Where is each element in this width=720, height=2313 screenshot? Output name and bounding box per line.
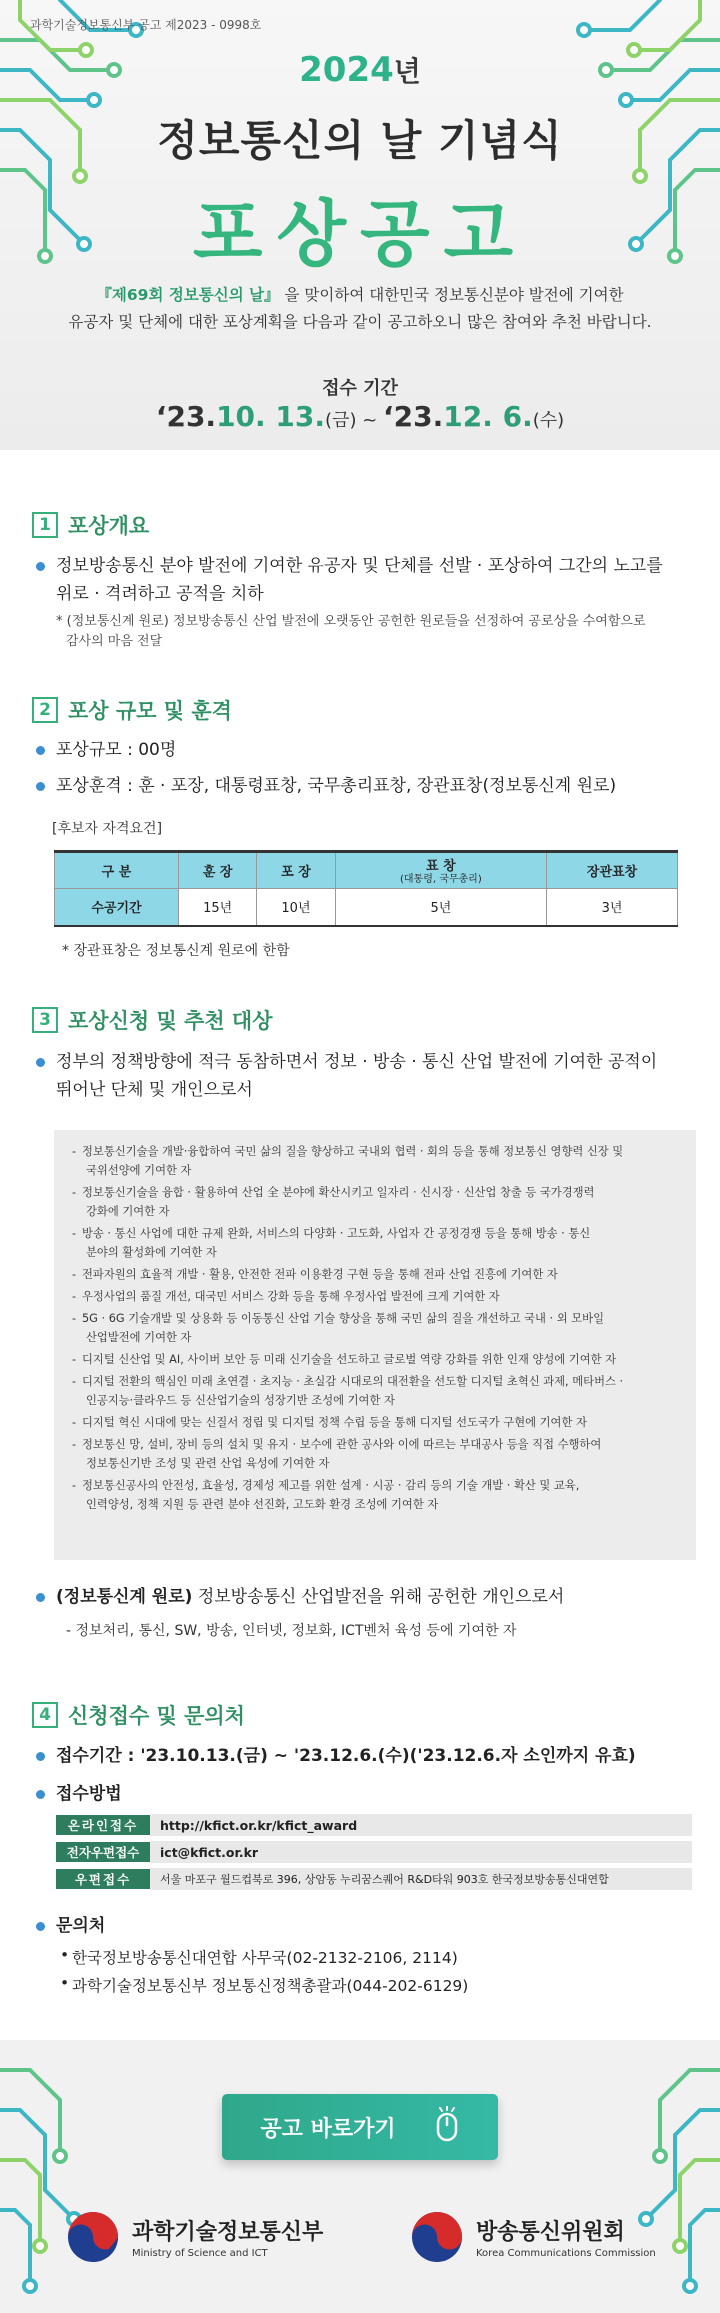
eligibility-item-line: - 정보통신 망, 설비, 장비 등의 설치 및 유지 · 보수에 관한 공사와 이에 따르는 부대공사 등을 직접 수행하여 [82, 1438, 602, 1451]
table-row [55, 889, 678, 926]
eligibility-item [72, 1413, 680, 1432]
elder-bullet [36, 1583, 564, 1611]
year: 2024 [299, 50, 394, 90]
msit-logo [66, 2210, 323, 2264]
method-tag: 우편접수 [56, 1869, 150, 1889]
period-start-year: ‘23. [155, 400, 217, 433]
section-4-title: 신청접수 및 문의처 [68, 1704, 245, 1728]
notice-link-label: 공고 바로가기 [260, 2116, 396, 2142]
table-label: [후보자 자격요건] [52, 821, 163, 837]
eligibility-item [72, 1309, 680, 1347]
table-cell: 10년 [257, 889, 335, 926]
method-tag: 전자우편접수 [56, 1842, 150, 1862]
eligibility-item-line: - 방송 · 통신 사업에 대한 규제 완화, 서비스의 다양화 · 고도화, 사업자 간 공정경쟁 등을 통해 방송 · 통신 [82, 1227, 591, 1240]
method-row-online [56, 1814, 692, 1836]
section-1-number: 1 [32, 512, 58, 538]
section-1-note-line1: * (정보통신계 원로) 정보방송통신 산업 발전에 오랫동안 공헌한 원로들을 선정하여 공로상을 수여함으로 [56, 614, 646, 629]
table-header-medal: 훈 장 [179, 852, 257, 889]
table-header-badge: 포 장 [257, 852, 335, 889]
section-3-bullet-line2: 뛰어난 단체 및 개인으로서 [56, 1080, 253, 1100]
intro-line1: 을 맞이하여 대한민국 정보통신분야 발전에 기여한 [284, 286, 624, 304]
section-1-bullet [36, 552, 663, 608]
circuit-decoration-bottom-left [0, 2040, 110, 2313]
eligibility-item-line: - 우정사업의 품질 개선, 대국민 서비스 강화 등을 통해 우정사업 발전에 크게 기여한 자 [82, 1290, 500, 1303]
section-3-bullet [36, 1048, 657, 1104]
section-1-note [56, 612, 646, 652]
kcc-name-ko: 방송통신위원회 [476, 2220, 625, 2245]
elder-text: 정보방송통신 산업발전을 위해 공헌한 개인으로서 [192, 1587, 565, 1607]
eligibility-item-line: 국위선양에 기여한 자 [86, 1164, 192, 1177]
period-label: 접수 기간 [322, 378, 398, 399]
event-title: 정보통신의 날 기념식 [157, 116, 563, 165]
period-dates [0, 400, 720, 433]
qualification-table [54, 850, 678, 927]
eligibility-item-line: 인력양성, 정책 지원 등 관련 분야 선진화, 고도화 환경 조성에 기여한 자 [86, 1498, 439, 1511]
award-grade: 포상훈격 : 훈 · 포장, 대통령표창, 국무총리표창, 장관표창(정보통신계 원로) [36, 772, 616, 800]
notice-link-button[interactable] [222, 2094, 498, 2160]
section-1-bullet-line1: 정보방송통신 분야 발전에 기여한 유공자 및 단체를 선발 · 포상하여 그간의 노고를 [56, 556, 663, 576]
period-start-date: 10. 13. [216, 400, 326, 433]
kcc-logo [410, 2210, 656, 2264]
section-2-heading [32, 695, 232, 725]
table-header-minister: 장관표창 [547, 852, 678, 889]
table-header-category: 구 분 [55, 852, 179, 889]
eligibility-item-line: - 정보통신공사의 안전성, 효율성, 경제성 제고를 위한 설계 · 시공 · 감리 등의 기술 개발 · 확산 및 교육, [82, 1479, 580, 1492]
table-cell: 3년 [547, 889, 678, 926]
eligibility-item-line: - 디지털 혁신 시대에 맞는 신질서 정립 및 디지털 정책 수립 등을 통해 디지털 선도국가 구현에 기여한 자 [82, 1416, 587, 1429]
hero-banner [0, 0, 720, 450]
eligibility-item-line: - 정보통신기술을 융합 · 활용하여 산업 全 분야에 확산시키고 일자리 · 신시장 · 신산업 창출 등 국가경쟁력 [82, 1186, 595, 1199]
section-3-bullet-line1: 정부의 정책방향에 적극 동참하면서 정보 · 방송 · 통신 산업 발전에 기여한 공적이 [56, 1052, 658, 1072]
elder-subtext: - 정보처리, 통신, SW, 방송, 인터넷, 정보화, ICT벤처 육성 등에 기여한 자 [66, 1623, 517, 1639]
intro-line2: 유공자 및 단체에 대한 포상계획을 다음과 같이 공고하오니 많은 참여와 추천 바랍니다. [68, 313, 652, 331]
section-4-heading [32, 1700, 245, 1730]
application-methods [56, 1814, 692, 1895]
notice-number: 과학기술정보통신부 공고 제2023 - 0998호 [30, 18, 262, 32]
intro-text [0, 282, 720, 336]
method-label: 접수방법 [36, 1780, 122, 1808]
elder-label: (정보통신계 원로) [56, 1587, 193, 1607]
taegeuk-icon [66, 2210, 120, 2264]
table-note: * 장관표창은 정보통신계 원로에 한함 [62, 943, 290, 959]
award-scale: 포상규모 : 00명 [36, 736, 176, 764]
contact-label: 문의처 [36, 1912, 105, 1940]
section-1-title: 포상개요 [68, 514, 150, 538]
intro-highlight: 『제69회 정보통신의 날』 [96, 286, 280, 304]
section-4-number: 4 [32, 1702, 58, 1728]
eligibility-item [72, 1183, 680, 1221]
eligibility-item [72, 1287, 680, 1306]
eligibility-item-line: - 정보통신기술을 개발·융합하여 국민 삶의 질을 향상하고 국내외 협력 · 회의 등을 통해 정보통신 영향력 신장 및 [82, 1145, 624, 1158]
kcc-name-en: Korea Communications Commission [476, 2248, 656, 2259]
eligibility-item [72, 1350, 680, 1369]
circuit-decoration-bottom-right [610, 2040, 720, 2313]
eligibility-item [72, 1435, 680, 1473]
eligibility-item [72, 1476, 680, 1514]
eligibility-item-line: 인공지능·클라우드 등 신산업기술의 성장기반 조성에 기여한 자 [86, 1394, 395, 1407]
year-heading [0, 50, 720, 90]
section-1-bullet-line2: 위로 · 격려하고 공적을 치하 [56, 584, 264, 604]
period-start-day: (금) [325, 410, 357, 431]
eligibility-item [72, 1142, 680, 1180]
section-3-heading [32, 1005, 273, 1035]
method-row-post [56, 1868, 692, 1890]
email-link[interactable]: ict@kfict.or.kr [150, 1841, 692, 1863]
period-end-date: 12. 6. [443, 400, 533, 433]
msit-name-en: Ministry of Science and ICT [132, 2248, 268, 2259]
eligibility-item-line: - 디지털 신산업 및 AI, 사이버 보안 등 미래 신기술을 선도하고 글로벌 역량 강화를 위한 인재 양성에 기여한 자 [82, 1353, 617, 1366]
eligibility-item-line: 산업발전에 기여한 자 [86, 1331, 192, 1344]
application-period: 접수기간 : '23.10.13.(금) ~ '23.12.6.(수)('23.12.6.자 소인까지 유효) [36, 1742, 636, 1770]
eligibility-item [72, 1224, 680, 1262]
postal-address: 서울 마포구 월드컵북로 396, 상암동 누리꿈스퀘어 R&D타워 903호 한국정보방송통신대연합 [150, 1868, 692, 1890]
contact-item: • 한국정보방송통신대연합 사무국(02-2132-2106, 2114) [60, 1946, 458, 1968]
table-header-commendation [335, 852, 546, 889]
section-1-heading [32, 510, 149, 540]
commendation-label: 표 창 [426, 859, 456, 874]
eligibility-item-line: 강화에 기여한 자 [86, 1205, 170, 1218]
eligibility-item [72, 1372, 680, 1410]
table-cell: 5년 [335, 889, 546, 926]
eligibility-box [54, 1130, 696, 1560]
method-tag: 온라인접수 [56, 1815, 150, 1835]
period-end-year: ‘23. [383, 400, 444, 433]
msit-name-ko: 과학기술정보통신부 [132, 2220, 324, 2245]
contact-item: • 과학기술정보통신부 정보통신정책총괄과(044-202-6129) [60, 1974, 468, 1996]
section-3-number: 3 [32, 1007, 58, 1033]
mouse-click-icon [434, 2106, 460, 2148]
period-separator: ~ [356, 410, 383, 431]
eligibility-item-line: - 5G · 6G 기술개발 및 상용화 등 이동통신 산업 기술 향상을 통해 국민 삶의 질을 개선하고 국내 · 외 모바일 [82, 1312, 604, 1325]
table-cell: 15년 [179, 889, 257, 926]
table-row-label: 수공기간 [55, 889, 179, 926]
method-row-email [56, 1841, 692, 1863]
eligibility-item [72, 1265, 680, 1284]
section-3-title: 포상신청 및 추천 대상 [68, 1009, 273, 1033]
section-1-note-line2: 감사의 마음 전달 [66, 634, 163, 649]
eligibility-item-line: - 디지털 전환의 핵심인 미래 초연결 · 초지능 · 초실감 시대로의 대전환을 선도할 디지털 초혁신 과제, 메타버스 · [82, 1375, 624, 1388]
taegeuk-icon [410, 2210, 464, 2264]
main-title: 포상공고 [192, 192, 528, 276]
eligibility-item-line: 정보통신기반 조성 및 관련 산업 육성에 기여한 자 [86, 1457, 330, 1470]
period-end-day: (수) [532, 410, 565, 431]
eligibility-item-line: - 전파자원의 효율적 개발 · 활용, 안전한 전파 이용환경 구현 등을 통해 전파 산업 진흥에 기여한 자 [82, 1268, 558, 1281]
online-url-link[interactable]: http://kfict.or.kr/kfict_award [150, 1814, 692, 1836]
section-2-number: 2 [32, 697, 58, 723]
section-2-title: 포상 규모 및 훈격 [68, 699, 232, 723]
year-suffix: 년 [393, 55, 421, 88]
eligibility-item-line: 분야의 활성화에 기여한 자 [86, 1246, 217, 1259]
commendation-sub: (대통령, 국무총리) [399, 874, 482, 885]
footer [0, 2040, 720, 2313]
